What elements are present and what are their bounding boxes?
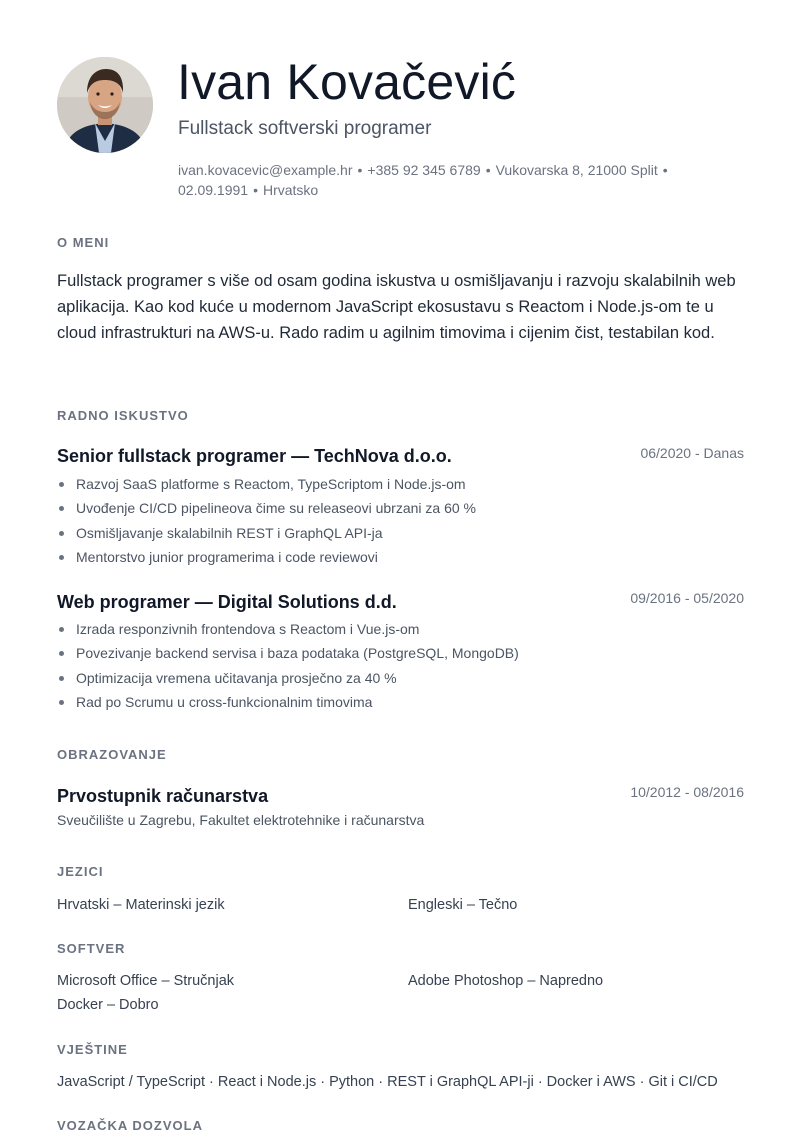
job-bullet: Rad po Scrumu u cross-funkcionalnim timovima bbox=[57, 690, 519, 714]
language-item: Hrvatski – Materinski jezik bbox=[57, 897, 225, 913]
job-title: Senior fullstack programer — TechNova d.o.o. bbox=[57, 446, 452, 466]
job-bullets bbox=[57, 617, 519, 714]
candidate-name: Ivan Kovačević bbox=[177, 54, 517, 110]
job-bullet: Mentorstvo junior programerima i code reviewovi bbox=[57, 545, 476, 569]
software-item: Docker – Dobro bbox=[57, 997, 159, 1013]
section-heading-languages: JEZICI bbox=[57, 864, 104, 879]
contact-info bbox=[178, 160, 738, 200]
job-bullet: Razvoj SaaS platforme s Reactom, TypeScriptom i Node.js-om bbox=[57, 472, 476, 496]
section-heading-license: VOZAČKA DOZVOLA bbox=[57, 1118, 203, 1133]
contact-phone: +385 92 345 6789 bbox=[367, 162, 481, 178]
profile-photo bbox=[57, 57, 153, 153]
job-date: 09/2016 - 05/2020 bbox=[630, 590, 744, 606]
section-heading-experience: RADNO ISKUSTVO bbox=[57, 408, 189, 423]
contact-separator: • bbox=[357, 162, 363, 178]
education-degree: Prvostupnik računarstva bbox=[57, 786, 269, 806]
job-bullet: Uvođenje CI/CD pipelineova čime su releaseovi ubrzani za 60 % bbox=[57, 496, 476, 520]
section-heading-education: OBRAZOVANJE bbox=[57, 747, 167, 762]
job-bullet: Osmišljavanje skalabilnih REST i GraphQL API-ja bbox=[57, 521, 476, 545]
job-title: Web programer — Digital Solutions d.d. bbox=[57, 592, 397, 612]
job-bullet: Povezivanje backend servisa i baza podataka (PostgreSQL, MongoDB) bbox=[57, 641, 519, 665]
section-heading-about: O MENI bbox=[57, 235, 110, 250]
contact-separator: • bbox=[485, 162, 491, 178]
software-item: Microsoft Office – Stručnjak bbox=[57, 973, 235, 989]
contact-birthdate: 02.09.1991 bbox=[178, 182, 249, 198]
contact-separator: • bbox=[253, 182, 258, 198]
section-heading-software: SOFTVER bbox=[57, 941, 126, 956]
job-bullet: Optimizacija vremena učitavanja prosječno za 40 % bbox=[57, 666, 519, 690]
software-item: Adobe Photoshop – Napredno bbox=[408, 973, 604, 989]
contact-nationality: Hrvatsko bbox=[262, 182, 319, 198]
job-bullets bbox=[57, 472, 476, 569]
education-date: 10/2012 - 08/2016 bbox=[630, 784, 744, 800]
contact-email: ivan.kovacevic@example.hr bbox=[178, 162, 353, 178]
section-heading-skills: VJEŠTINE bbox=[57, 1042, 128, 1057]
candidate-role: Fullstack softverski programer bbox=[178, 118, 432, 139]
contact-separator: • bbox=[662, 162, 668, 178]
education-school: Sveučilište u Zagrebu, Fakultet elektrotehnike i računarstva bbox=[57, 812, 425, 828]
job-bullet: Izrada responzivnih frontendova s Reactom i Vue.js-om bbox=[57, 617, 519, 641]
job-date: 06/2020 - Danas bbox=[640, 445, 744, 461]
language-item: Engleski – Tečno bbox=[408, 897, 518, 913]
skills-list: JavaScript / TypeScript · React i Node.js · Python · REST i GraphQL API-ji · Docker i AWS · Git i CI/CD bbox=[57, 1074, 718, 1090]
contact-address: Vukovarska 8, 21000 Split bbox=[495, 162, 658, 178]
about-text: Fullstack programer s više od osam godina iskustva u osmišljavanju i razvoju skalabilnih web aplikacija. Kao kod kuće u modernom JavaScript ekosustavu s Reactom i Node.js-om te u cloud infrastrukturi na AWS-u. Rado radim u agilnim timovima i cijenim čist, testabilan kod. bbox=[57, 272, 736, 342]
